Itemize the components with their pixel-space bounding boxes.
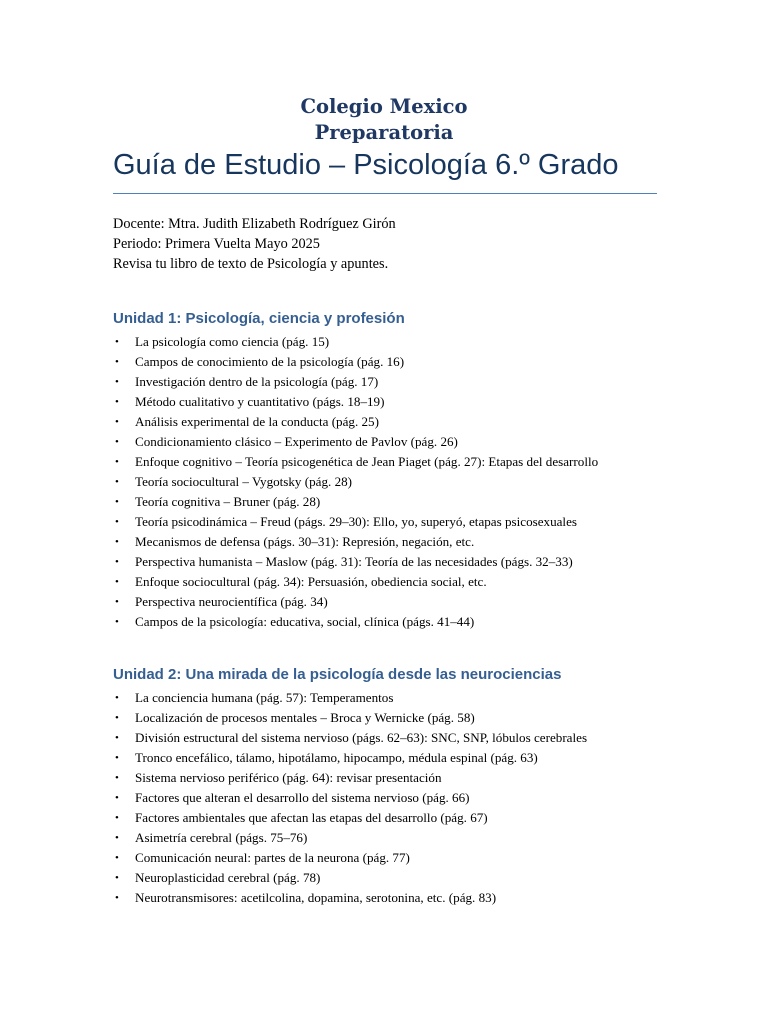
topic-text: La psicología como ciencia (pág. 15): [135, 334, 330, 349]
topic-text: Perspectiva neurocientífica (pág. 34): [135, 594, 328, 609]
list-item: [113, 532, 598, 552]
list-item: [113, 512, 598, 532]
school-level: Preparatoria: [314, 121, 454, 144]
list-item: [113, 352, 598, 372]
document-title: Guía de Estudio – Psicología 6.º Grado: [113, 149, 619, 181]
list-item: [113, 452, 598, 472]
instruction-line: Revisa tu libro de texto de Psicología y apuntes.: [113, 256, 389, 272]
bullet-icon: •: [115, 752, 119, 764]
topic-text: Enfoque cognitivo – Teoría psicogenética de Jean Piaget (pág. 27): Etapas del desarrollo: [135, 454, 599, 469]
period-line: Periodo: Primera Vuelta Mayo 2025: [113, 236, 320, 252]
bullet-icon: •: [115, 376, 119, 388]
list-item: [113, 472, 598, 492]
bullet-icon: •: [115, 892, 119, 904]
list-item: [113, 392, 598, 412]
bullet-icon: •: [115, 396, 119, 408]
list-item: [113, 412, 598, 432]
bullet-icon: •: [115, 712, 119, 724]
bullet-icon: •: [115, 732, 119, 744]
list-item: [113, 888, 587, 908]
teacher-line: Docente: Mtra. Judith Elizabeth Rodríguez Girón: [113, 216, 396, 232]
bullet-icon: •: [115, 872, 119, 884]
topic-text: Teoría sociocultural – Vygotsky (pág. 28): [135, 474, 353, 489]
topic-text: Comunicación neural: partes de la neurona (pág. 77): [135, 850, 410, 865]
list-item: [113, 728, 587, 748]
title-divider: [113, 193, 657, 194]
list-item: [113, 688, 587, 708]
unit-1-heading: Unidad 1: Psicología, ciencia y profesión: [113, 310, 405, 327]
list-item: [113, 788, 587, 808]
bullet-icon: •: [115, 832, 119, 844]
bullet-icon: •: [115, 812, 119, 824]
school-name: Colegio Mexico: [300, 95, 468, 118]
bullet-icon: •: [115, 576, 119, 588]
topic-text: Factores que alteran el desarrollo del sistema nervioso (pág. 66): [135, 790, 470, 805]
bullet-icon: •: [115, 416, 119, 428]
bullet-icon: •: [115, 336, 119, 348]
topic-text: Teoría psicodinámica – Freud (págs. 29–30): Ello, yo, superyó, etapas psicosexuales: [135, 514, 577, 529]
topic-text: Tronco encefálico, tálamo, hipotálamo, hipocampo, médula espinal (pág. 63): [135, 750, 538, 765]
unit-2-heading: Unidad 2: Una mirada de la psicología desde las neurociencias: [113, 666, 562, 683]
topic-text: División estructural del sistema nervioso (págs. 62–63): SNC, SNP, lóbulos cerebrales: [135, 730, 588, 745]
info-block: [113, 214, 396, 274]
bullet-icon: •: [115, 772, 119, 784]
topic-text: La conciencia humana (pág. 57): Temperamentos: [135, 690, 394, 705]
list-item: [113, 332, 598, 352]
topic-text: Análisis experimental de la conducta (pág. 25): [135, 414, 379, 429]
list-item: [113, 748, 587, 768]
unit-1-topic-list: [113, 332, 598, 632]
topic-text: Mecanismos de defensa (págs. 30–31): Represión, negación, etc.: [135, 534, 475, 549]
bullet-icon: •: [115, 516, 119, 528]
list-item: [113, 768, 587, 788]
bullet-icon: •: [115, 792, 119, 804]
topic-text: Condicionamiento clásico – Experimento de Pavlov (pág. 26): [135, 434, 458, 449]
topic-text: Asimetría cerebral (págs. 75–76): [135, 830, 308, 845]
list-item: [113, 612, 598, 632]
topic-text: Método cualitativo y cuantitativo (págs. 18–19): [135, 394, 385, 409]
topic-text: Factores ambientales que afectan las etapas del desarrollo (pág. 67): [135, 810, 488, 825]
list-item: [113, 592, 598, 612]
list-item: [113, 492, 598, 512]
unit-2-topic-list: [113, 688, 587, 908]
list-item: [113, 572, 598, 592]
topic-text: Investigación dentro de la psicología (pág. 17): [135, 374, 379, 389]
list-item: [113, 848, 587, 868]
topic-text: Teoría cognitiva – Bruner (pág. 28): [135, 494, 321, 509]
topic-text: Enfoque sociocultural (pág. 34): Persuasión, obediencia social, etc.: [135, 574, 487, 589]
list-item: [113, 828, 587, 848]
topic-text: Campos de conocimiento de la psicología (pág. 16): [135, 354, 405, 369]
topic-text: Localización de procesos mentales – Broca y Wernicke (pág. 58): [135, 710, 475, 725]
list-item: [113, 708, 587, 728]
bullet-icon: •: [115, 356, 119, 368]
list-item: [113, 432, 598, 452]
list-item: [113, 808, 587, 828]
topic-text: Neurotransmisores: acetilcolina, dopamina, serotonina, etc. (pág. 83): [135, 890, 497, 905]
bullet-icon: •: [115, 456, 119, 468]
bullet-icon: •: [115, 852, 119, 864]
topic-text: Perspectiva humanista – Maslow (pág. 31): Teoría de las necesidades (págs. 32–33): [135, 554, 573, 569]
topic-text: Sistema nervioso periférico (pág. 64): revisar presentación: [135, 770, 442, 785]
list-item: [113, 868, 587, 888]
bullet-icon: •: [115, 596, 119, 608]
bullet-icon: •: [115, 496, 119, 508]
bullet-icon: •: [115, 436, 119, 448]
list-item: [113, 372, 598, 392]
bullet-icon: •: [115, 536, 119, 548]
topic-text: Neuroplasticidad cerebral (pág. 78): [135, 870, 321, 885]
bullet-icon: •: [115, 692, 119, 704]
bullet-icon: •: [115, 556, 119, 568]
bullet-icon: •: [115, 476, 119, 488]
list-item: [113, 552, 598, 572]
topic-text: Campos de la psicología: educativa, social, clínica (págs. 41–44): [135, 614, 475, 629]
bullet-icon: •: [115, 616, 119, 628]
